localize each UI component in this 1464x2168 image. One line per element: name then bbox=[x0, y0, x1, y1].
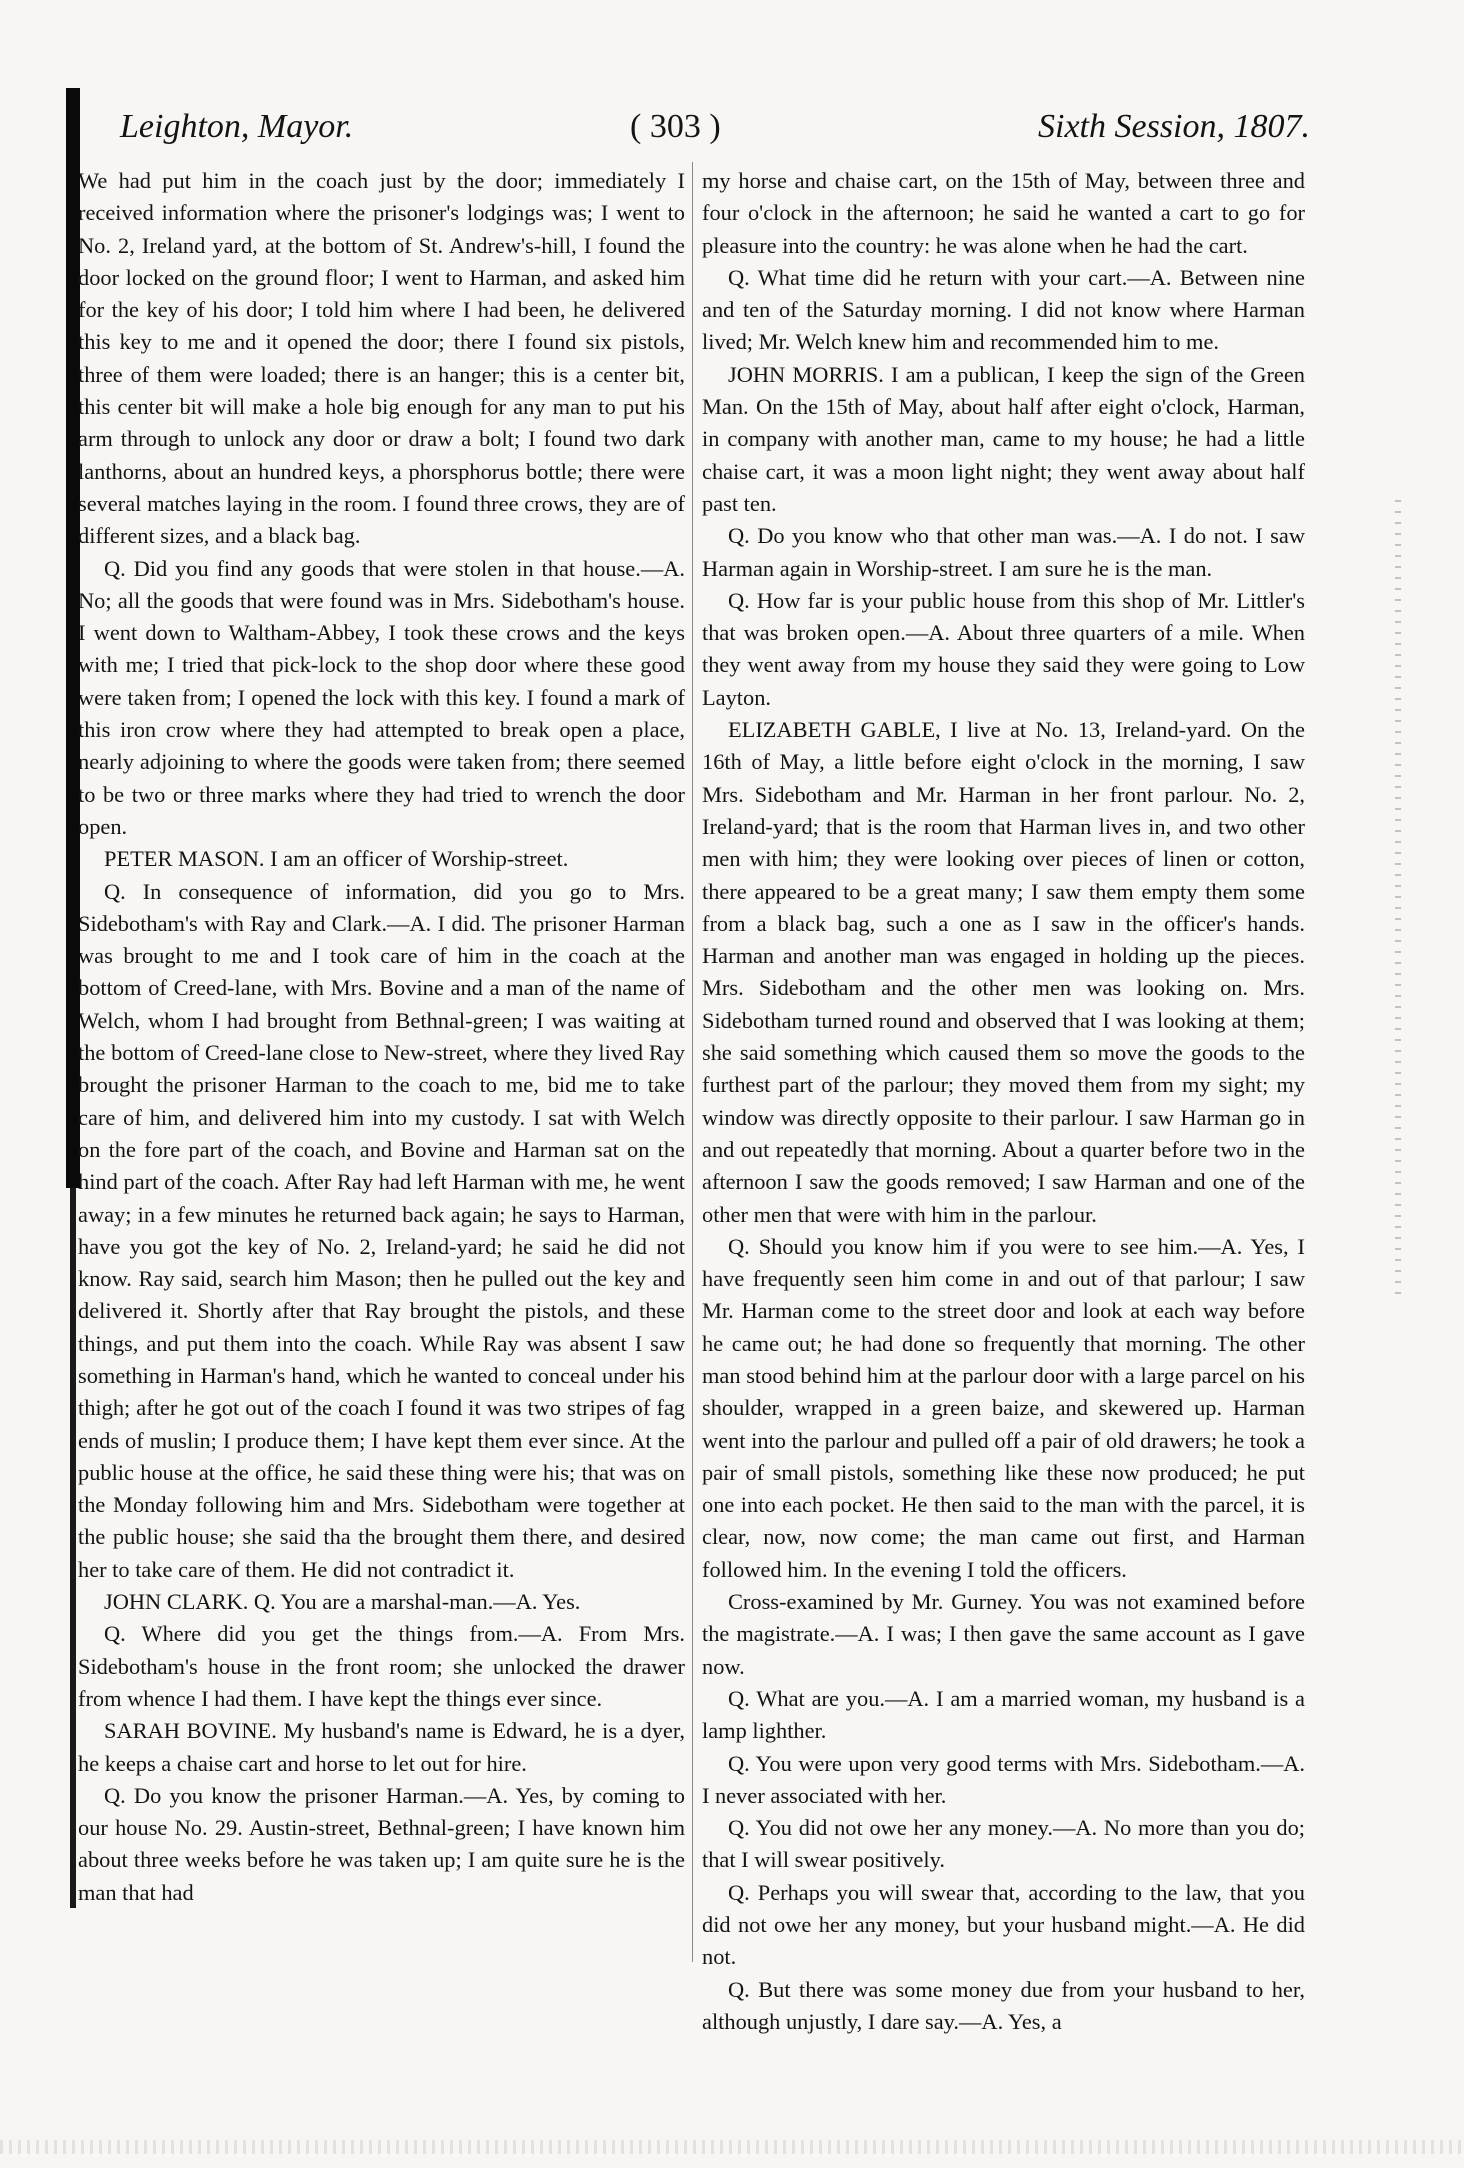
column-divider bbox=[692, 162, 693, 1962]
cross-examination: Cross-examined by Mr. Gurney. You was not examined before the magistrate.—A. I was; I then gave the same account as I gave now. bbox=[702, 1589, 1305, 1679]
witness-heading: ELIZABETH GABLE, I live at No. 13, Ireland-yard. On the 16th of May, a little before eight o'clock in the morning, I saw Mrs. Sidebotham and Mr. Harman in her front parlour. No. 2, Ireland-yard; that is the room that Harman lives in, and two other men with him; they were looking over pieces of linen or cotton, there appeared to be a great many; I saw them empty them some from a black bag, such a one as I saw in the officer's hands. Harman and another man was engaged in holding up the pieces. Mrs. Sidebotham and the other men was looking on. Mrs. Sidebotham turned round and observed that I was looking at them; she said something which caused them so move the goods to the furthest part of the parlour; they moved them from my sight; my window was directly opposite to their parlour. I saw Harman go in and out repeatedly that morning. About a quarter before two in the afternoon I saw the goods removed; I saw Harman and one of the other men that were with him in the parlour. bbox=[702, 717, 1305, 1227]
witness-heading: JOHN MORRIS. I am a publican, I keep the sign of the Green Man. On the 15th of May, about half after eight o'clock, Harman, in company with another man, came to my house; he had a little chaise cart, it was a moon light night; they went away about half past ten. bbox=[702, 361, 1305, 516]
paragraph: Q. Do you know the prisoner Harman.—A. Yes, by coming to our house No. 29. Austin-street, Bethnal-green; I have known him about three weeks before he was taken up; I am quite sure he is the man that had bbox=[78, 1782, 685, 1905]
paragraph: my horse and chaise cart, on the 15th of May, between three and four o'clock in the afternoon; he said he wanted a cart to go for pleasure into the country: he was alone when he had the cart. bbox=[702, 168, 1305, 258]
paragraph: Q. Should you know him if you were to see him.—A. Yes, I have frequently seen him come in and out of that parlour; I saw Mr. Harman come to the street door and look at each way before he came out; he had done so frequently that morning. The other man stood behind him at the parlour door with a large parcel on his shoulder, wrapped in a green baize, and skewered up. Harman went into the parlour and pulled off a pair of old drawers; he took a pair of small pistols, something like these now produced; he put one into each pocket. He then said to the man with the parcel, it is clear, now, now come; the man came out first, and Harman followed him. In the evening I told the officers. bbox=[702, 1233, 1305, 1582]
bottom-bleed-through bbox=[0, 2140, 1464, 2154]
running-header bbox=[120, 108, 1310, 158]
header-right: Sixth Session, 1807. bbox=[1038, 108, 1310, 145]
margin-specks bbox=[1395, 500, 1401, 1300]
paragraph: Q. Did you find any goods that were stolen in that house.—A. No; all the goods that were found was in Mrs. Sidebotham's house. I went down to Waltham-Abbey, I took these crows and the keys with me; I tried that pick-lock to the shop door where these good were taken from; I opened the lock with this key. I found a mark of this iron crow where they had attempted to break open a place, nearly adjoining to where the goods were taken from; there seemed to be two or three marks where they had tried to wrench the door open. bbox=[78, 555, 685, 839]
paragraph: Q. Where did you get the things from.—A. From Mrs. Sidebotham's house in the front room; she unlocked the drawer from whence I had them. I have kept the things ever since. bbox=[78, 1621, 685, 1711]
paragraph: Q. But there was some money due from your husband to her, although unjustly, I dare say.—A. Yes, a bbox=[702, 1976, 1305, 2034]
paragraph: Q. Do you know who that other man was.—A. I do not. I saw Harman again in Worship-street. I am sure he is the man. bbox=[702, 523, 1305, 581]
left-column bbox=[78, 165, 685, 1909]
paragraph: Q. What are you.—A. I am a married woman, my husband is a lamp lighther. bbox=[702, 1685, 1305, 1744]
paragraph: Q. In consequence of information, did you go to Mrs. Sidebotham's with Ray and Clark.—A. I did. The prisoner Harman was brought to me and I took care of him in the coach at the bottom of Creed-lane, with Mrs. Bovine and a man of the name of Welch, whom I had brought from Bethnal-green; I was waiting at the bottom of Creed-lane close to New-street, where they lived Ray brought the prisoner Harman to the coach to me, bid me to take care of him, and delivered him into my custody. I sat with Welch on the fore part of the coach, and Bovine and Harman sat on the hind part of the coach. After Ray had left Harman with me, he went away; in a few minutes he returned back again; he says to Harman, have you got the key of No. 2, Ireland-yard; he said he did not know. Ray said, search him Mason; then he pulled out the key and delivered it. Shortly after that Ray brought the pistols, and these things, and put them into the coach. While Ray was absent I saw something in Harman's hand, which he wanted to conceal under his thigh; after he got out of the coach I found it was two stripes of fag ends of muslin; I produce them; I have kept them ever since. At the public house at the office, he said these thing were his; that was on the Monday following him and Mrs. Sidebotham were together at the public house; she said tha the brought them there, and desired her to take care of them. He did not contradict it. bbox=[78, 878, 685, 1582]
paragraph: Q. Perhaps you will swear that, according to the law, that you did not owe her any money, but your husband might.—A. He did not. bbox=[702, 1879, 1305, 1970]
paragraph: We had put him in the coach just by the door; immediately I received information where the prisoner's lodgings was; I went to No. 2, Ireland yard, at the bottom of St. Andrew's-hill, I found the door locked on the ground floor; I went to Harman, and asked him for the key of his door; I told him where I had been, he delivered this key to me and it opened the door; there I found six pistols, three of them were loaded; there is an hanger; this is a center bit, this center bit will make a hole big enough for any man to put his arm through to unlock any door or draw a bolt; I found two dark lanthorns, about an hundred keys, a phorsphorus bottle; there were several matches laying in the room. I found three crows, they are of different sizes, and a black bag. bbox=[78, 168, 685, 549]
paragraph: Q. You were upon very good terms with Mrs. Sidebotham.—A. I never associated with her. bbox=[702, 1750, 1305, 1808]
header-left: Leighton, Mayor. bbox=[120, 108, 354, 145]
witness-heading: PETER MASON. I am an officer of Worship-street. bbox=[104, 846, 569, 872]
right-column bbox=[702, 165, 1305, 2038]
paragraph: Q. What time did he return with your cart.—A. Between nine and ten of the Saturday morning. I did not know where Harman lived; Mr. Welch knew him and recommended him to me. bbox=[702, 264, 1305, 355]
page-spine-shadow-lower bbox=[70, 1188, 76, 1908]
paragraph: Q. How far is your public house from this shop of Mr. Littler's that was broken open.—A. About three quarters of a mile. When they went away from my house they said they were going to Low Layton. bbox=[702, 587, 1305, 710]
paragraph: Q. You did not owe her any money.—A. No more than you do; that I will swear positively. bbox=[702, 1815, 1305, 1873]
witness-heading: SARAH BOVINE. My husband's name is Edward, he is a dyer, he keeps a chaise cart and horse to let out for hire. bbox=[78, 1718, 685, 1776]
witness-heading: JOHN CLARK. Q. You are a marshal-man.—A. Yes. bbox=[104, 1589, 581, 1615]
page-number: ( 303 ) bbox=[630, 108, 721, 145]
